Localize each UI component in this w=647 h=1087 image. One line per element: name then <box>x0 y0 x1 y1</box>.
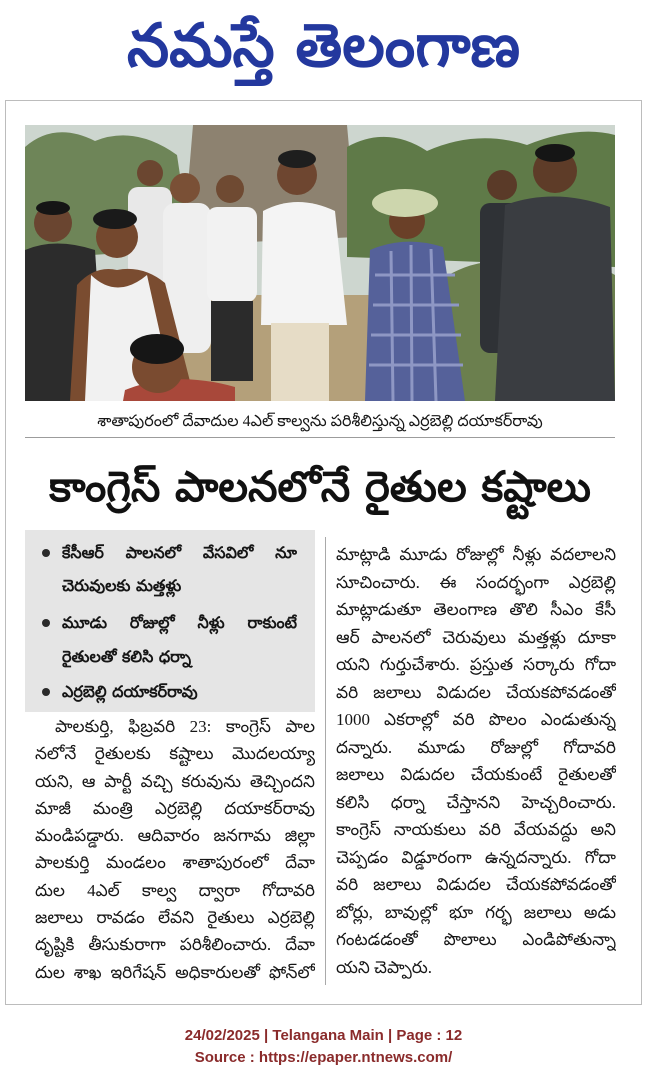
headline: కాంగ్రెస్ పాలనలోనే రైతుల కష్టాలు <box>49 462 591 511</box>
body-line: మాట్లాడుతూ తెలంగాణ తొలి సీఎం కేసీ <box>336 600 616 619</box>
person-head <box>137 160 163 186</box>
person-body <box>495 196 615 401</box>
highlight-line: చెరువులకు మత్తళ్లు <box>62 576 182 595</box>
person-body <box>207 207 257 302</box>
body-line: కలిసి ధర్నా చేస్తానని హెచ్చరించారు. <box>336 792 616 812</box>
highlight-box <box>25 530 315 712</box>
footer-page: Page : 12 <box>396 1027 463 1044</box>
person-hair <box>130 334 184 364</box>
footer-source-line <box>0 1047 647 1069</box>
person-trousers <box>211 301 253 381</box>
body-line: యని గుర్తుచేశారు. ప్రస్తుత సర్కారు గోదా <box>336 655 616 674</box>
body-line: ఆర్ పాలనలో చెరువులు మత్తళ్లు దూకా <box>336 627 616 647</box>
body-line: మాజీ మంత్రి ఎర్రబెల్లి దయాకర్‌రావు <box>35 798 315 818</box>
body-line: జలాలు విడుదల చేయకుంటే రైతులతో <box>336 765 616 784</box>
body-line: జలాలు రావడం లేవని రైతులు ఎర్రబెల్లి <box>35 908 315 928</box>
highlight-line: మూడు రోజుల్లో నీళ్లు రాకుంటే <box>62 613 297 632</box>
body-line: యని చెప్పారు. <box>336 957 432 977</box>
body-line: చెప్పడం విడ్డూరంగా ఉన్నదన్నారు. గోదా <box>336 847 616 867</box>
bullet-dot <box>42 619 50 627</box>
footer-date: 24/02/2025 <box>184 1027 260 1044</box>
body-line: దుల శాఖ ఇరిగేషన్ అధికారులతో ఫోన్‌లో <box>35 962 315 982</box>
body-line: మండిపడ్డారు. ఆదివారం జనగామ జిల్లా <box>35 826 315 846</box>
body-line: బోర్లు, బావుల్లో భూ గర్భ జలాలు అడు <box>336 902 616 922</box>
person-hair <box>278 150 316 168</box>
body-line: దన్నారు. మూడు రోజుల్లో గోదావరి <box>336 737 616 757</box>
person-trousers <box>271 323 329 401</box>
bullet-dot <box>42 688 50 696</box>
person-head <box>216 175 244 203</box>
body-line: పాలకుర్తి, ఫిబ్రవరి 23: కాంగ్రెస్ పాల <box>55 717 315 736</box>
footer-source-label: Source : <box>194 1049 255 1066</box>
person-body <box>261 202 347 325</box>
body-line: 1000 ఎకరాల్లో వరి పొలం ఎండుతున్న <box>336 710 616 729</box>
person-hair <box>535 144 575 162</box>
person-head <box>170 173 200 203</box>
footer-edition: Telangana Main <box>272 1027 384 1044</box>
body-line: దుల 4ఎల్ కాల్వ ద్వారా గోదావరి <box>35 880 315 900</box>
body-line: వరి జలాలు విడుదల చేయకపోవడంతో <box>336 875 616 894</box>
body-line: యని, ఆ పార్టీ వచ్చి కరువును తెచ్చిందని <box>35 771 315 791</box>
body-line: నలోనే రైతులకు కష్టాలు మొదలయ్యా <box>35 744 315 764</box>
footer-source-url: https://epaper.ntnews.com/ <box>258 1049 453 1066</box>
person-head <box>487 170 517 200</box>
photo-caption: శాతాపురంలో దేవాదుల 4ఎల్ కాల్వను పరిశీలిస్తున్న ఎర్రబెల్లి దయాకర్‌రావు <box>97 413 543 430</box>
person-hair <box>36 201 70 215</box>
highlight-line: రైతులతో కలిసి ధర్నా <box>62 647 192 666</box>
bullet-dot <box>42 549 50 557</box>
article-photo <box>25 125 615 401</box>
article-column-right <box>336 541 616 981</box>
person-turban <box>372 189 438 217</box>
body-line: పాలకుర్తి మండలం శాతాపురంలో దేవా <box>35 853 315 873</box>
body-line: మాట్లాడి మూడు రోజుల్లో నీళ్లు వదలాలని <box>336 545 616 564</box>
masthead-logo: నమస్తే తెలంగాణ <box>126 11 521 81</box>
highlight-line: ఎర్రబెల్లి దయాకర్‌రావు <box>62 682 198 701</box>
column-divider <box>325 537 326 985</box>
body-line: సూచించారు. ఈ సందర్భంగా ఎర్రబెల్లి <box>336 572 616 592</box>
highlight-line: కేసీఆర్ పాలనలో వేసవిలో నూ <box>62 543 297 562</box>
footer-separator: | <box>387 1027 393 1044</box>
body-line: వరి జలాలు విడుదల చేయకపోవడంతో <box>336 682 616 702</box>
footer-separator: | <box>264 1027 269 1044</box>
body-line: దృష్టికి తీసుకురాగా పరిశీలించారు. దేవా <box>35 935 315 955</box>
caption-rule <box>25 437 615 438</box>
footer-edition-line <box>0 1025 647 1047</box>
article-column-left <box>35 713 315 986</box>
person-hair <box>93 209 137 229</box>
body-line: కాంగ్రెస్ నాయకులు వరి వేయవద్దు అని <box>336 820 616 839</box>
body-line: గంటడడంతో పొలాలు ఎండిపోతున్నా <box>336 930 616 949</box>
